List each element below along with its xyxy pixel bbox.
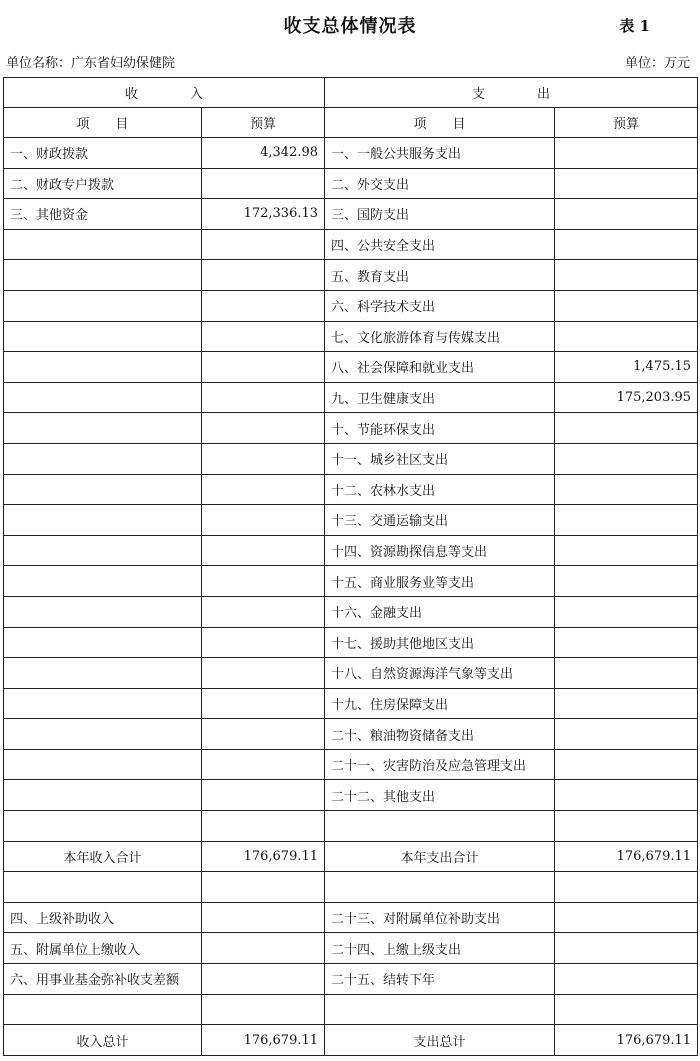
expense-item-cell: 二十、粮油物资储备支出 — [325, 719, 555, 750]
expense-budget-cell — [555, 596, 698, 627]
column-header-row — [4, 108, 698, 138]
income-budget-cell — [202, 994, 325, 1025]
expense-item-cell: 二十二、其他支出 — [325, 780, 555, 811]
income-item-cell: 二、财政专户拨款 — [4, 168, 202, 199]
expense-item-cell: 十五、商业服务业等支出 — [325, 566, 555, 597]
income-item-cell — [4, 290, 202, 321]
income-budget-cell — [202, 627, 325, 658]
table-row — [4, 780, 698, 811]
table-row — [4, 413, 698, 444]
income-budget-cell — [202, 413, 325, 444]
expense-budget-cell — [555, 138, 698, 169]
income-budget-cell — [202, 382, 325, 413]
income-item-cell: 收入总计 — [4, 1025, 202, 1056]
expense-item-cell: 本年支出合计 — [325, 841, 555, 872]
expense-budget-cell: 176,679.11 — [555, 841, 698, 872]
expense-item-cell: 五、教育支出 — [325, 260, 555, 291]
income-item-header: 项 目 — [4, 108, 202, 138]
income-budget-cell — [202, 443, 325, 474]
table-number: 表 1 — [619, 17, 650, 35]
income-item-cell: 本年收入合计 — [4, 841, 202, 872]
expense-item-cell: 二十四、上缴上级支出 — [325, 933, 555, 964]
table-row — [4, 964, 698, 995]
table-row — [4, 352, 698, 383]
expense-item-cell: 九、卫生健康支出 — [325, 382, 555, 413]
income-item-cell — [4, 535, 202, 566]
income-item-cell: 四、上级补助收入 — [4, 902, 202, 933]
table-row — [4, 443, 698, 474]
expense-budget-cell — [555, 321, 698, 352]
expense-budget-cell — [555, 872, 698, 903]
income-budget-cell — [202, 229, 325, 260]
table-row — [4, 811, 698, 842]
income-item-cell — [4, 719, 202, 750]
expense-budget-cell — [555, 964, 698, 995]
income-budget-cell — [202, 872, 325, 903]
table-row — [4, 994, 698, 1025]
page-title: 收支总体情况表 — [283, 16, 417, 37]
income-budget-cell — [202, 474, 325, 505]
expense-item-cell: 支出总计 — [325, 1025, 555, 1056]
income-budget-cell — [202, 902, 325, 933]
table-row — [4, 321, 698, 352]
income-item-cell — [4, 658, 202, 689]
table-row — [4, 872, 698, 903]
expense-item-cell: 二十三、对附属单位补助支出 — [325, 902, 555, 933]
expense-budget-cell — [555, 474, 698, 505]
table-row — [4, 658, 698, 689]
expense-item-cell: 十、节能环保支出 — [325, 413, 555, 444]
income-item-cell — [4, 872, 202, 903]
income-budget-header: 预算 — [202, 108, 325, 138]
expense-budget-cell — [555, 168, 698, 199]
expense-budget-cell — [555, 719, 698, 750]
income-budget-cell: 176,679.11 — [202, 841, 325, 872]
expense-budget-cell — [555, 290, 698, 321]
expense-budget-cell — [555, 199, 698, 230]
income-item-cell — [4, 688, 202, 719]
table-row — [4, 138, 698, 169]
income-budget-cell — [202, 596, 325, 627]
expense-budget-cell — [555, 566, 698, 597]
expense-item-cell: 十一、城乡社区支出 — [325, 443, 555, 474]
table-row — [4, 229, 698, 260]
expense-item-cell — [325, 811, 555, 842]
income-item-cell: 五、附属单位上缴收入 — [4, 933, 202, 964]
table-row — [4, 933, 698, 964]
table-row — [4, 505, 698, 536]
expense-budget-cell — [555, 811, 698, 842]
income-item-cell: 六、用事业基金弥补收支差额 — [4, 964, 202, 995]
expense-budget-cell: 1,475.15 — [555, 352, 698, 383]
income-budget-cell — [202, 780, 325, 811]
income-budget-cell — [202, 811, 325, 842]
table-row — [4, 199, 698, 230]
table-row — [4, 688, 698, 719]
expense-budget-cell — [555, 535, 698, 566]
expense-item-cell: 十七、援助其他地区支出 — [325, 627, 555, 658]
budget-table — [3, 77, 698, 1056]
income-budget-cell — [202, 566, 325, 597]
table-row — [4, 749, 698, 780]
expense-item-header: 项 目 — [325, 108, 555, 138]
expense-budget-header: 预算 — [555, 108, 698, 138]
income-budget-cell — [202, 505, 325, 536]
table-row — [4, 566, 698, 597]
expense-item-cell — [325, 994, 555, 1025]
income-budget-cell — [202, 260, 325, 291]
income-budget-cell — [202, 168, 325, 199]
income-item-cell — [4, 229, 202, 260]
income-budget-cell — [202, 352, 325, 383]
expense-item-cell: 二十五、结转下年 — [325, 964, 555, 995]
expense-budget-cell — [555, 933, 698, 964]
income-budget-cell — [202, 321, 325, 352]
income-item-cell: 一、财政拨款 — [4, 138, 202, 169]
table-row — [4, 260, 698, 291]
currency-unit: 单位：万元 — [624, 56, 690, 71]
expense-item-cell: 十四、资源勘探信息等支出 — [325, 535, 555, 566]
expense-section-header: 支 出 — [325, 78, 698, 108]
income-item-cell — [4, 352, 202, 383]
income-section-header: 收 入 — [4, 78, 325, 108]
table-row — [4, 902, 698, 933]
income-item-cell — [4, 321, 202, 352]
grand-total-row — [4, 1025, 698, 1056]
year-total-row — [4, 841, 698, 872]
income-item-cell — [4, 811, 202, 842]
expense-budget-cell — [555, 505, 698, 536]
expense-budget-cell — [555, 658, 698, 689]
expense-item-cell — [325, 872, 555, 903]
income-item-cell — [4, 596, 202, 627]
income-item-cell — [4, 780, 202, 811]
table-row — [4, 382, 698, 413]
income-budget-cell — [202, 290, 325, 321]
expense-budget-cell — [555, 994, 698, 1025]
expense-item-cell: 八、社会保障和就业支出 — [325, 352, 555, 383]
expense-budget-cell — [555, 780, 698, 811]
table-row — [4, 627, 698, 658]
income-budget-cell — [202, 749, 325, 780]
expense-budget-cell — [555, 688, 698, 719]
table-row — [4, 719, 698, 750]
expense-item-cell: 一、一般公共服务支出 — [325, 138, 555, 169]
expense-item-cell: 四、公共安全支出 — [325, 229, 555, 260]
expense-item-cell: 二、外交支出 — [325, 168, 555, 199]
expense-item-cell: 十八、自然资源海洋气象等支出 — [325, 658, 555, 689]
expense-budget-cell — [555, 627, 698, 658]
income-budget-cell: 172,336.13 — [202, 199, 325, 230]
expense-item-cell: 六、科学技术支出 — [325, 290, 555, 321]
table-row — [4, 474, 698, 505]
income-item-cell — [4, 566, 202, 597]
section-header-row — [4, 78, 698, 108]
income-item-cell — [4, 260, 202, 291]
expense-budget-cell: 175,203.95 — [555, 382, 698, 413]
income-item-cell — [4, 749, 202, 780]
expense-budget-cell — [555, 902, 698, 933]
expense-item-cell: 十二、农林水支出 — [325, 474, 555, 505]
table-row — [4, 535, 698, 566]
income-item-cell: 三、其他资金 — [4, 199, 202, 230]
income-item-cell — [4, 994, 202, 1025]
expense-budget-cell: 176,679.11 — [555, 1025, 698, 1056]
expense-item-cell: 十六、金融支出 — [325, 596, 555, 627]
budget-table-body — [4, 78, 698, 1056]
table-row — [4, 596, 698, 627]
income-budget-cell: 4,342.98 — [202, 138, 325, 169]
income-item-cell — [4, 505, 202, 536]
table-row — [4, 168, 698, 199]
expense-item-cell: 二十一、灾害防治及应急管理支出 — [325, 749, 555, 780]
income-budget-cell — [202, 719, 325, 750]
income-item-cell — [4, 443, 202, 474]
expense-item-cell: 三、国防支出 — [325, 199, 555, 230]
income-item-cell — [4, 382, 202, 413]
income-item-cell — [4, 627, 202, 658]
expense-item-cell: 十九、住房保障支出 — [325, 688, 555, 719]
income-budget-cell — [202, 658, 325, 689]
income-item-cell — [4, 413, 202, 444]
expense-budget-cell — [555, 749, 698, 780]
expense-item-cell: 七、文化旅游体育与传媒支出 — [325, 321, 555, 352]
income-budget-cell — [202, 535, 325, 566]
expense-budget-cell — [555, 413, 698, 444]
income-item-cell — [4, 474, 202, 505]
income-budget-cell — [202, 688, 325, 719]
unit-name: 单位名称：广东省妇幼保健院 — [6, 56, 176, 71]
expense-item-cell: 十三、交通运输支出 — [325, 505, 555, 536]
income-budget-cell: 176,679.11 — [202, 1025, 325, 1056]
income-budget-cell — [202, 964, 325, 995]
table-row — [4, 290, 698, 321]
expense-budget-cell — [555, 443, 698, 474]
income-budget-cell — [202, 933, 325, 964]
expense-budget-cell — [555, 229, 698, 260]
expense-budget-cell — [555, 260, 698, 291]
